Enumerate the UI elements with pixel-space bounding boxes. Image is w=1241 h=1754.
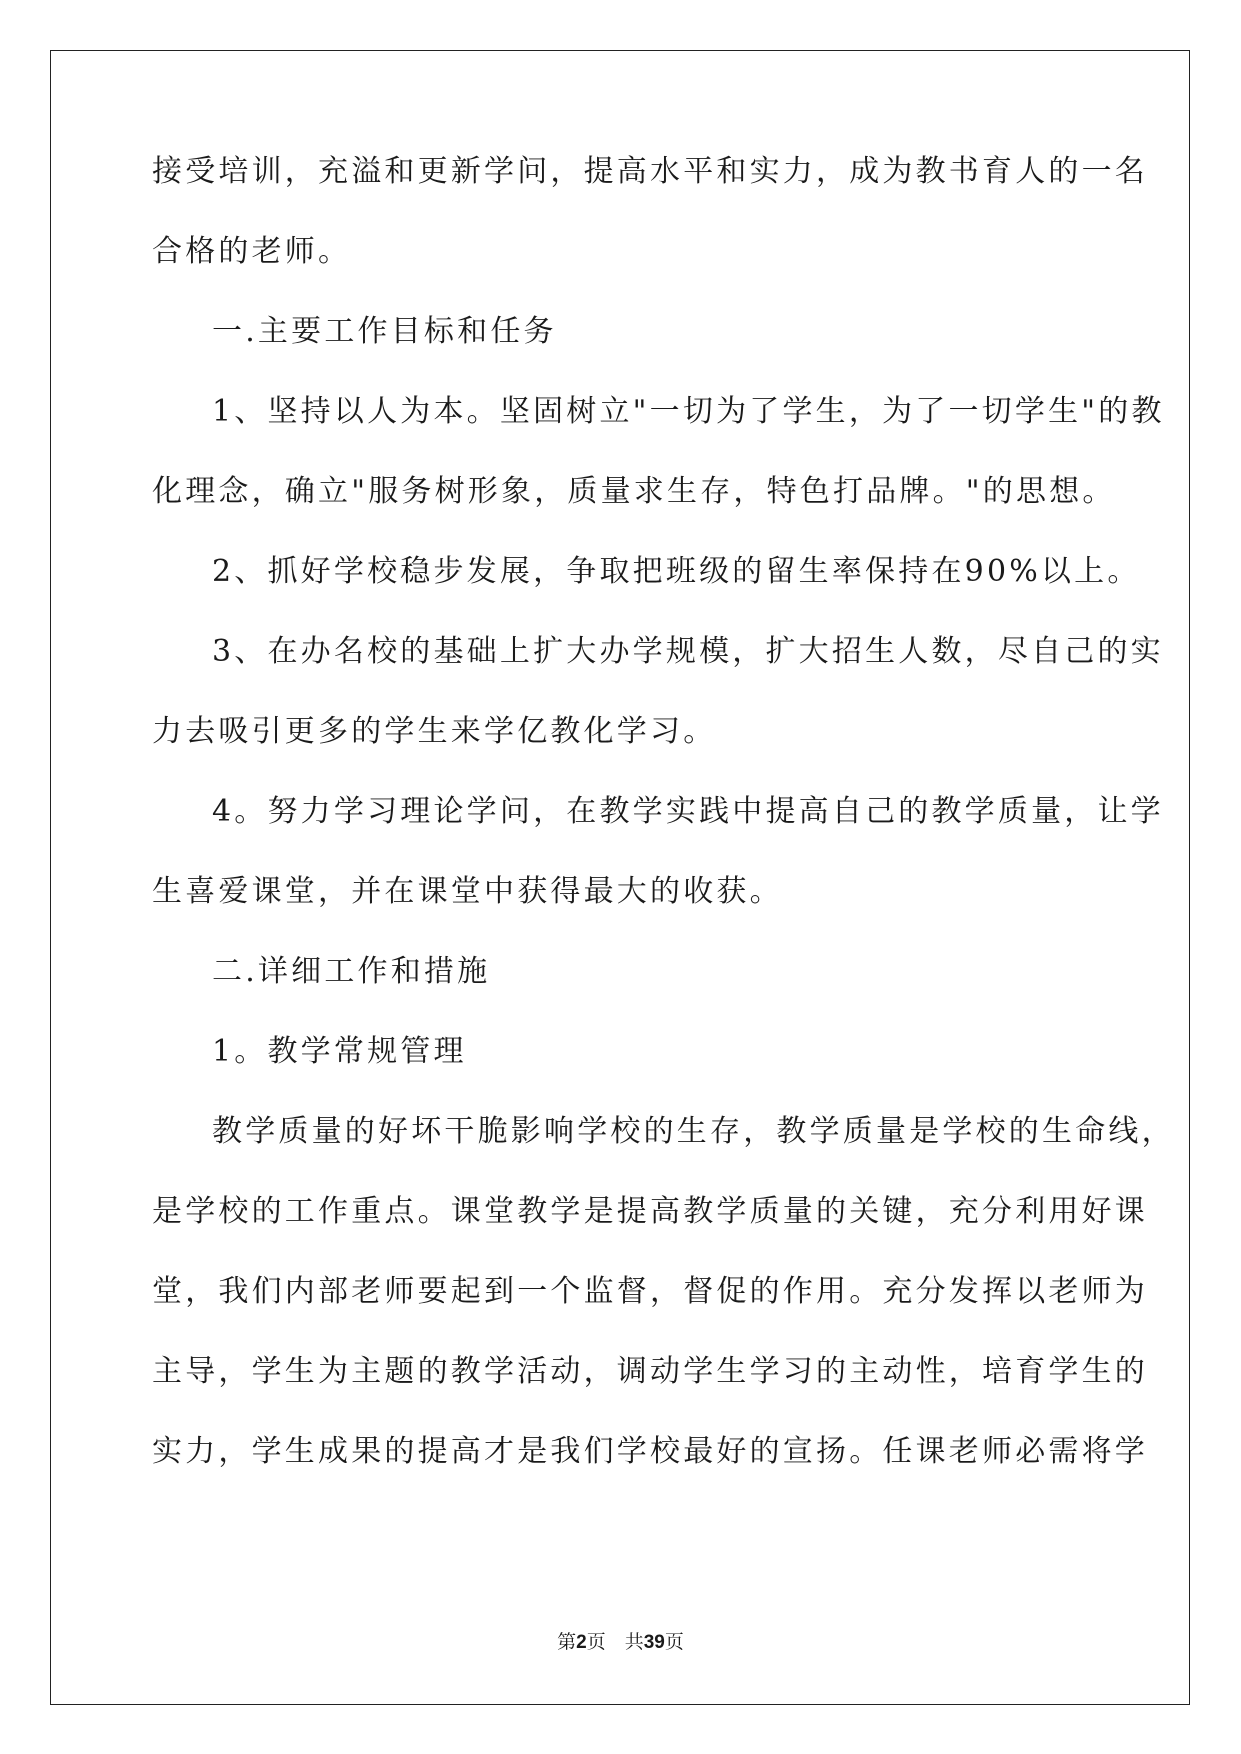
body-line: 堂，我们内部老师要起到一个监督，督促的作用。充分发挥以老师为 (152, 1274, 1148, 1309)
section-heading: 一.主要工作目标和任务 (212, 314, 557, 349)
body-line: 是学校的工作重点。课堂教学是提高教学质量的关键，充分利用好课 (152, 1194, 1148, 1229)
subsection-heading: 1。教学常规管理 (212, 1034, 467, 1069)
page-footer (0, 1630, 1241, 1655)
body-line: 教学质量的好坏干脆影响学校的生存，教学质量是学校的生命线， (212, 1114, 1175, 1149)
body-line: 3、在办名校的基础上扩大办学规模，扩大招生人数，尽自己的实 (212, 634, 1164, 669)
body-line: 合格的老师。 (152, 234, 352, 269)
body-line: 化理念，确立"服务树形象，质量求生存，特色打品牌。"的思想。 (152, 474, 1116, 509)
body-line: 实力，学生成果的提高才是我们学校最好的宣扬。任课老师必需将学 (152, 1434, 1148, 1469)
section-heading: 二.详细工作和措施 (212, 954, 491, 989)
body-line: 1、坚持以人为本。坚固树立"一切为了学生，为了一切学生"的教 (212, 394, 1165, 429)
page-number: 2 (576, 1632, 587, 1653)
body-line: 主导，学生为主题的教学活动，调动学生学习的主动性，培育学生的 (152, 1354, 1148, 1389)
body-line: 2、抓好学校稳步发展，争取把班级的留生率保持在90%以上。 (212, 554, 1141, 589)
body-line: 4。努力学习理论学问，在教学实践中提高自己的教学质量，让学 (212, 794, 1164, 829)
page-total: 39 (643, 1632, 665, 1653)
footer-mid: 页 共 (586, 1631, 644, 1653)
footer-prefix: 第 (557, 1631, 577, 1653)
body-line: 接受培训，充溢和更新学问，提高水平和实力，成为教书育人的一名 (152, 154, 1148, 189)
body-line: 生喜爱课堂，并在课堂中获得最大的收获。 (152, 874, 783, 909)
body-line: 力去吸引更多的学生来学亿教化学习。 (152, 714, 717, 749)
footer-suffix: 页 (664, 1631, 684, 1653)
